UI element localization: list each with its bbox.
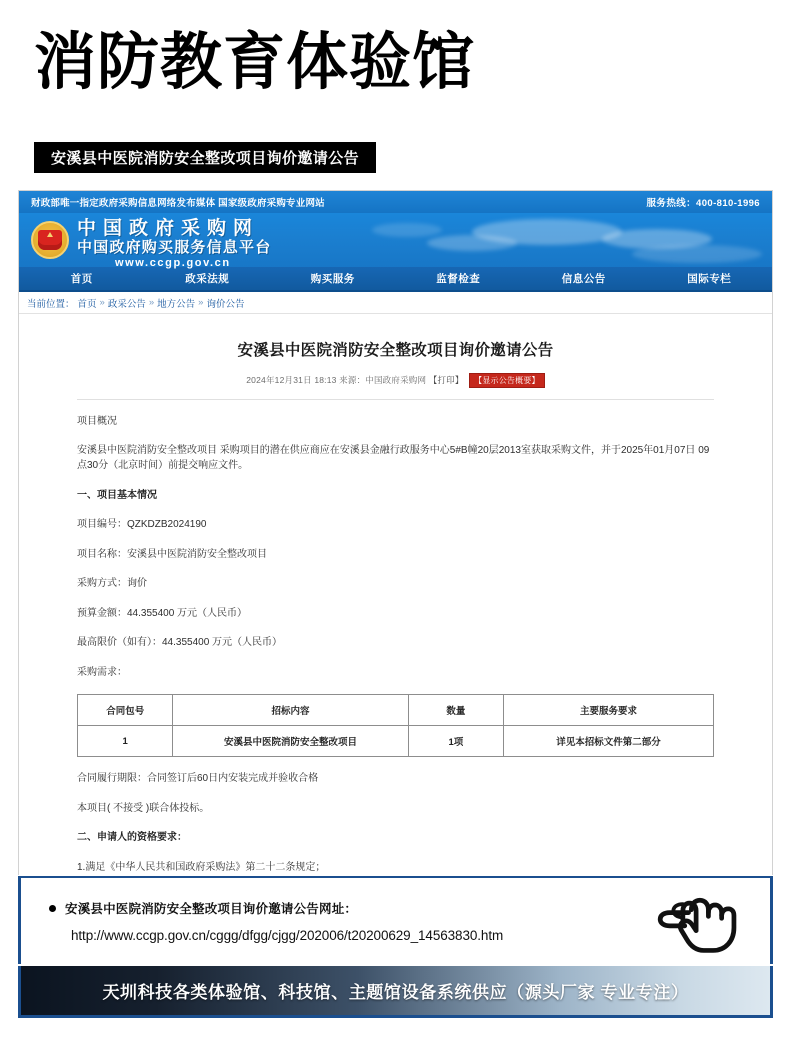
table-cell-package: 1: [78, 726, 173, 757]
table-header-package: 合同包号: [78, 695, 173, 726]
field-project-number: [77, 517, 714, 533]
document-date: 2024年12月31日 18:13: [246, 375, 337, 385]
field-value: 44.355400 万元（人民币）: [127, 607, 248, 619]
qualification-item-1: 1.满足《中华人民共和国政府采购法》第二十二条规定；: [77, 861, 326, 873]
show-summary-badge[interactable]: 【显示公告概要】: [469, 373, 545, 388]
subtitle-banner-text: 安溪县中医院消防安全整改项目询价邀请公告: [51, 150, 360, 167]
breadcrumb-item-local[interactable]: 地方公告: [157, 298, 196, 310]
bottom-banner: [18, 966, 773, 1018]
field-project-name: [77, 547, 714, 563]
service-hotline: 服务热线：400-810-1996: [646, 198, 760, 209]
logo-url: www.ccgp.gov.cn: [115, 256, 231, 269]
document-source: 来源：中国政府采购网: [339, 375, 427, 385]
consortium-note: 本项目( 不接受 )联合体投标。: [77, 802, 210, 814]
field-value: 安溪县中医院消防安全整改项目: [127, 548, 267, 560]
field-procurement-method: [77, 576, 714, 592]
requirement-label: 采购需求：: [77, 666, 127, 678]
section-1-heading: 一、项目基本情况: [77, 489, 157, 501]
field-label: 项目编号：: [77, 519, 127, 530]
table-header-row: [78, 695, 714, 726]
field-label: 最高限价（如有）：: [77, 637, 162, 648]
url-label-row: [49, 899, 357, 917]
national-emblem-icon: [31, 221, 69, 259]
section-2-heading: 二、申请人的资格要求：: [77, 832, 187, 843]
site-topbar: [19, 191, 772, 213]
field-budget-amount: [77, 606, 714, 622]
table-header-quantity: 数量: [408, 695, 503, 726]
breadcrumb-item-inquiry[interactable]: 询价公告: [206, 298, 245, 310]
overview-heading: 项目概况: [77, 416, 117, 427]
field-max-price: [77, 635, 714, 651]
field-value: 44.355400 万元（人民币）: [162, 637, 283, 648]
pointing-hand-icon: [650, 888, 746, 958]
nav-item-home[interactable]: 首页: [70, 273, 93, 285]
table-cell-quantity: 1项: [408, 726, 503, 757]
document-meta: [77, 373, 714, 388]
field-value: 询价: [127, 578, 147, 589]
field-label: 项目名称：: [77, 548, 127, 560]
table-header-content: 招标内容: [173, 695, 408, 726]
nav-item-oversight[interactable]: 监督检查: [436, 273, 481, 285]
site-nav: [19, 267, 772, 292]
table-cell-content: 安溪县中医院消防安全整改项目: [173, 726, 408, 757]
document-title: 安溪县中医院消防安全整改项目询价邀请公告: [237, 342, 554, 359]
bid-table: [77, 694, 714, 757]
url-reference-block: [18, 876, 773, 964]
overview-text: 安溪县中医院消防安全整改项目 采购项目的潜在供应商应在安溪县金融行政服务中心5#B幢20层2013室获取采购文件，并于2025年01月07日 09点30分（北京时间）前提交响应文件。: [77, 444, 710, 471]
nav-item-services[interactable]: 购买服务: [310, 273, 355, 285]
breadcrumb-prefix: 当前位置：: [27, 298, 75, 310]
nav-item-notices[interactable]: 信息公告: [561, 273, 606, 285]
breadcrumb-separator: »: [198, 297, 204, 308]
breadcrumb: [19, 292, 772, 314]
table-row: [78, 726, 714, 757]
announcement-url[interactable]: http://www.ccgp.gov.cn/cggg/dfgg/cjgg/202006/t20200629_14563830.htm: [71, 928, 504, 943]
field-label: 预算金额：: [77, 607, 127, 619]
logo-line-2: 中国政府购买服务信息平台: [77, 239, 272, 257]
table-header-service: 主要服务要求: [504, 695, 714, 726]
contract-term: 合同履行期限：合同签订后60日内安装完成并验收合格: [77, 773, 319, 784]
site-slogan: 财政部唯一指定政府采购信息网络发布媒体 国家级政府采购专业网站: [31, 198, 325, 209]
url-label: 安溪县中医院消防安全整改项目询价邀请公告网址：: [65, 902, 358, 916]
bottom-banner-text: 天圳科技各类体验馆、科技馆、主题馆设备系统供应（源头厂家 专业专注）: [102, 983, 689, 1002]
field-value: QZKDZB2024190: [127, 519, 207, 530]
site-hero-banner: [19, 213, 772, 267]
bullet-icon: [49, 905, 56, 912]
nav-item-intl[interactable]: 国际专栏: [687, 273, 732, 285]
nav-item-laws[interactable]: 政采法规: [185, 273, 230, 285]
breadcrumb-separator: »: [99, 297, 105, 308]
page-title: 消防教育体验馆: [34, 28, 476, 97]
table-cell-service: 详见本招标文件第二部分: [504, 726, 714, 757]
breadcrumb-item-home[interactable]: 首页: [77, 298, 97, 310]
ccgp-screenshot-card: [18, 190, 773, 875]
document-divider: [77, 399, 714, 400]
print-link[interactable]: 【打印】: [428, 375, 464, 385]
breadcrumb-item-notices[interactable]: 政采公告: [107, 298, 146, 310]
field-label: 采购方式：: [77, 578, 127, 589]
logo-line-1: 中国政府采购网: [77, 218, 260, 239]
subtitle-banner: [34, 142, 376, 173]
site-logo: [77, 218, 271, 270]
breadcrumb-separator: »: [148, 297, 155, 308]
announcement-document: [19, 314, 772, 905]
